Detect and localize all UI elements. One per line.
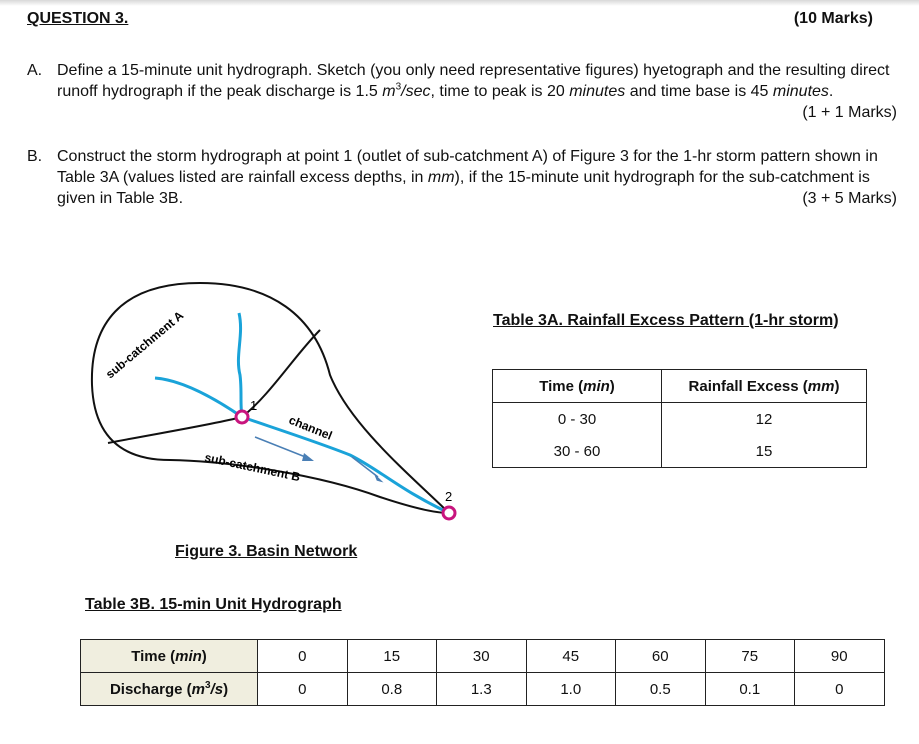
part-a-text-4: . [828,83,834,100]
point-2-label: 2 [445,489,453,504]
table-3b-title: Table 3B. 15-min Unit Hydrograph [85,596,342,613]
table-3b-discharge-cell: 0.1 [705,673,795,706]
table-3b-time-cell: 90 [795,640,885,673]
table-3b-discharge-cell: 1.0 [526,673,616,706]
part-b-text [57,146,897,209]
part-a-text-2: , time to peak is 20 [430,83,570,100]
top-shadow-bar [0,0,919,6]
part-a-text [57,60,897,102]
part-b-marks: (3 + 5 Marks) [802,190,897,207]
part-a-unit-m: m [382,83,396,100]
table-3b-discharge-cell: 0.8 [347,673,437,706]
table-3a-excess-cell: 15 [662,435,867,468]
table-3a-time-cell: 0 - 30 [493,403,662,436]
t3b-discharge-unit-sup: 3 [204,679,211,691]
table-3b-discharge-cell: 0 [795,673,885,706]
table-3b-time-cell: 0 [258,640,348,673]
question-title: QUESTION 3. [27,10,129,27]
table-3b-time-header: Time (min) [81,640,258,673]
table-3a-time-cell: 30 - 60 [493,435,662,468]
table-row [493,403,867,436]
question-marks: (10 Marks) [793,10,873,27]
sub-catchment-b-label: sub-catchment B [203,450,302,485]
table-3a-header-row [493,370,867,403]
river-tributary-north [238,313,242,417]
table-3a-header-excess: Rainfall Excess (mm) [662,370,867,403]
part-a [27,60,897,121]
table-3b-discharge-header: Discharge $(m^3/s)$ [81,673,258,706]
table-row [493,435,867,468]
table-3b-time-cell: 30 [437,640,527,673]
t3b-time-label: Time ( [131,647,176,665]
part-a-text-1: Define a 15-minute unit hydrograph. Sketch (you only need representative figures) hyetograph and the resulting direct runoff hydrograph if the peak discharge is 1.5 [57,62,890,100]
part-a-minutes-1: minutes [569,83,626,100]
table-3b-discharge-cell: 0 [258,673,348,706]
channel-label: channel [286,412,335,443]
table-3b-time-cell: 75 [705,640,795,673]
flow-arrow-1 [255,437,314,461]
part-a-letter: A. [27,62,43,79]
part-b-letter: B. [27,148,43,165]
figure-caption: Figure 3. Basin Network [175,543,358,560]
table-3a-excess-cell: 12 [662,403,867,436]
part-b-mm: mm [427,169,455,186]
t3a-time-unit: min [583,377,610,395]
table-3b-time-cell: 60 [616,640,706,673]
table-3a-header-time: Time (min) [493,370,662,403]
point-2-marker [443,507,455,519]
t3a-excess-unit: mm [807,377,835,395]
sub-catchment-a-label: sub-catchment A [102,308,187,382]
t3b-time-unit: min [175,647,202,665]
t3a-excess-label: Rainfall Excess ( [688,377,808,395]
table-3b-discharge-row [81,673,885,706]
table-3b [80,639,885,706]
t3b-discharge-label: Discharge ( [109,680,192,698]
table-3b-time-cell: 15 [347,640,437,673]
river-tributary-west [155,378,242,417]
point-1-marker [236,411,248,423]
part-b-text-1: Construct the storm hydrograph at point 1 (outlet of sub-catchment A) of Figure 3 for the 1-hr storm pattern shown in Table 3A (values listed are rainfall excess depths, in [57,148,878,186]
t3b-discharge-unit-s: /s [210,680,224,698]
catchment-outline [92,283,449,513]
basin-network-figure [80,275,480,535]
part-a-minutes-2: minutes [772,83,829,100]
part-a-unit-sup: 3 [395,81,402,93]
part-a-unit-sec: /sec [401,83,431,100]
table-3a-title: Table 3A. Rainfall Excess Pattern (1-hr storm) [493,312,839,329]
part-b-text-2: ), if the 15-minute unit hydrograph for the sub-catchment is given in Table 3B. [57,169,870,207]
t3a-time-label: Time ( [539,377,584,395]
part-b [27,146,897,209]
point-1-label: 1 [250,398,258,413]
table-3b-time-row [81,640,885,673]
table-3b-discharge-cell: 1.3 [437,673,527,706]
flow-arrow-2 [352,457,385,483]
table-3a [492,369,867,468]
t3b-discharge-unit-m: m [191,680,205,698]
part-a-marks: (1 + 1 Marks) [802,104,897,121]
part-a-text-3: and time base is 45 [625,83,773,100]
table-3b-discharge-cell: 0.5 [616,673,706,706]
table-3b-time-cell: 45 [526,640,616,673]
